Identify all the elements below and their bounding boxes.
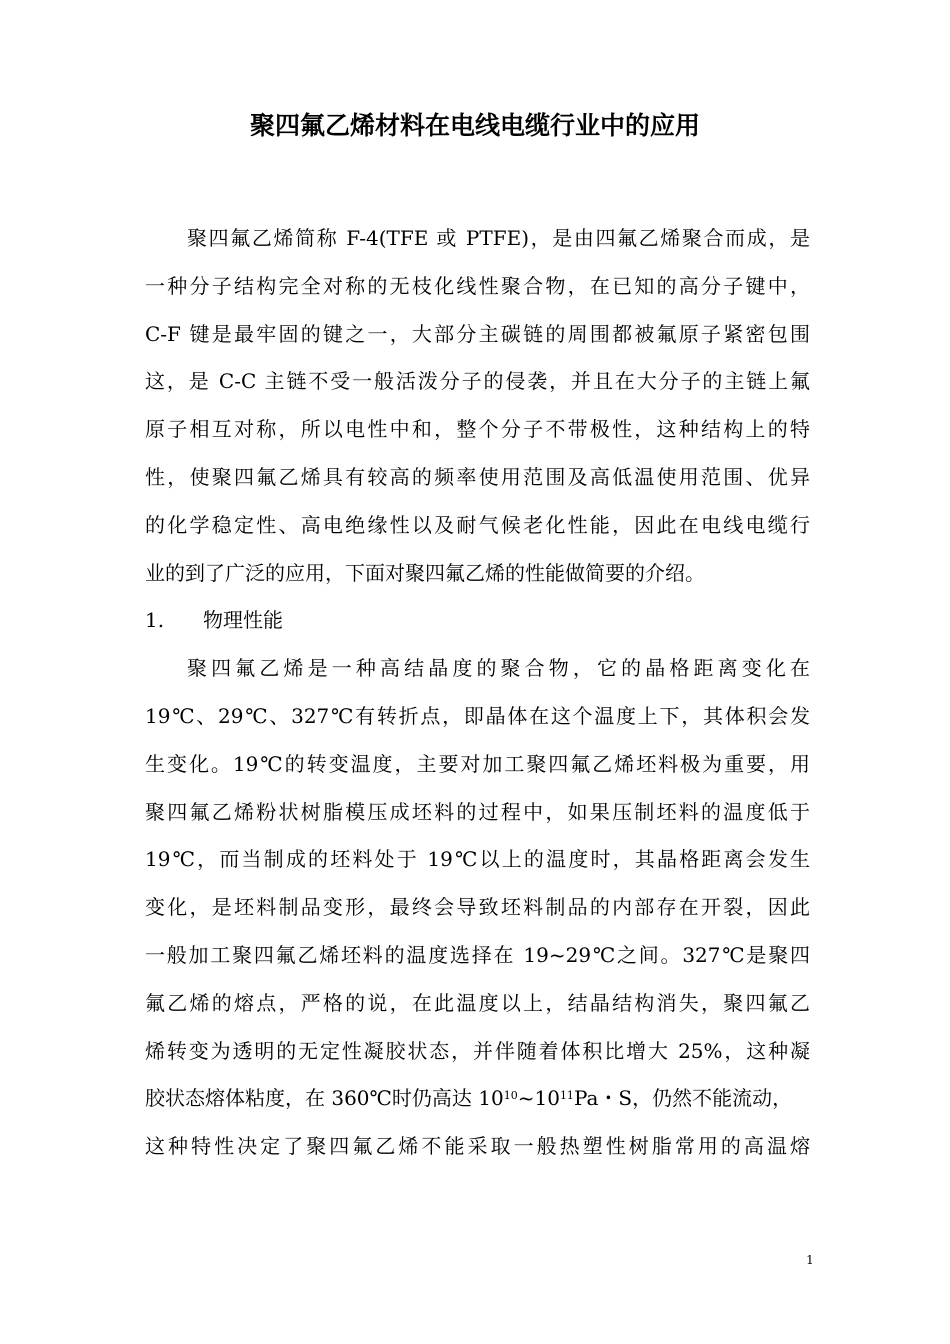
- page-number: 1: [806, 1253, 814, 1267]
- paragraph-line: 变化，是坯料制品变形，最终会导致坯料制品的内部存在开裂，因此: [145, 895, 810, 920]
- exponent: 11: [559, 1089, 574, 1103]
- paragraph-line: 的化学稳定性、高电绝缘性以及耐气候老化性能，因此在电线电缆行: [145, 512, 810, 537]
- section-number: 1.: [145, 608, 165, 633]
- paragraph-line: 聚四氟乙烯粉状树脂模压成坯料的过程中，如果压制坯料的温度低于: [145, 799, 810, 824]
- paragraph-line: 聚四氟乙烯是一种高结晶度的聚合物，它的晶格距离变化在: [187, 656, 810, 681]
- physical-properties-paragraph: [145, 645, 810, 1171]
- paragraph-line: 19℃、29℃、327℃有转折点，即晶体在这个温度上下，其体积会发: [145, 703, 810, 728]
- paragraph-line: 一种分子结构完全对称的无枝化线性聚合物，在已知的高分子键中，: [145, 273, 810, 298]
- viscosity-text-before: 胶状态熔体粘度，在 360℃时仍高达 10: [145, 1086, 504, 1111]
- paragraph-line: 性，使聚四氟乙烯具有较高的频率使用范围及高低温使用范围、优异: [145, 464, 810, 489]
- paragraph-line: C-F 键是最牢固的键之一，大部分主碳链的周围都被氟原子紧密包围: [145, 321, 810, 346]
- viscosity-text-mid: ~10: [517, 1086, 560, 1111]
- paragraph-line: 原子相互对称，所以电性中和，整个分子不带极性，这种结构上的特: [145, 417, 810, 442]
- paragraph-line: 业的到了广泛的应用，下面对聚四氟乙烯的性能做简要的介绍。: [145, 560, 705, 585]
- intro-paragraph: [145, 215, 810, 597]
- paragraph-line: 这，是 C-C 主链不受一般活泼分子的侵袭，并且在大分子的主链上氟: [145, 369, 810, 394]
- paragraph-line: 生变化。19℃的转变温度，主要对加工聚四氟乙烯坯料极为重要，用: [145, 751, 810, 776]
- paragraph-line: 聚四氟乙烯简称 F-4(TFE 或 PTFE)，是由四氟乙烯聚合而成，是: [187, 226, 810, 250]
- viscosity-text-after: Pa・S，仍然不能流动，: [573, 1086, 793, 1111]
- document-body: [145, 215, 810, 1171]
- paragraph-line: 烯转变为透明的无定性凝胶状态，并伴随着体积比增大 25%，这种凝: [145, 1038, 810, 1063]
- section-heading-text: 物理性能: [203, 608, 283, 633]
- paragraph-line: 这种特性决定了聚四氟乙烯不能采取一般热塑性树脂常用的高温熔: [145, 1134, 810, 1159]
- document-title: 聚四氟乙烯材料在电线电缆行业中的应用: [249, 111, 700, 140]
- section-heading: [145, 597, 810, 645]
- paragraph-line: 19℃，而当制成的坯料处于 19℃以上的温度时，其晶格距离会发生: [145, 847, 810, 872]
- paragraph-line: 氟乙烯的熔点，严格的说，在此温度以上，结晶结构消失，聚四氟乙: [145, 990, 810, 1015]
- viscosity-line: [145, 1075, 810, 1123]
- paragraph-line: 一般加工聚四氟乙烯坯料的温度选择在 19~29℃之间。327℃是聚四: [145, 942, 810, 967]
- exponent: 10: [503, 1089, 518, 1103]
